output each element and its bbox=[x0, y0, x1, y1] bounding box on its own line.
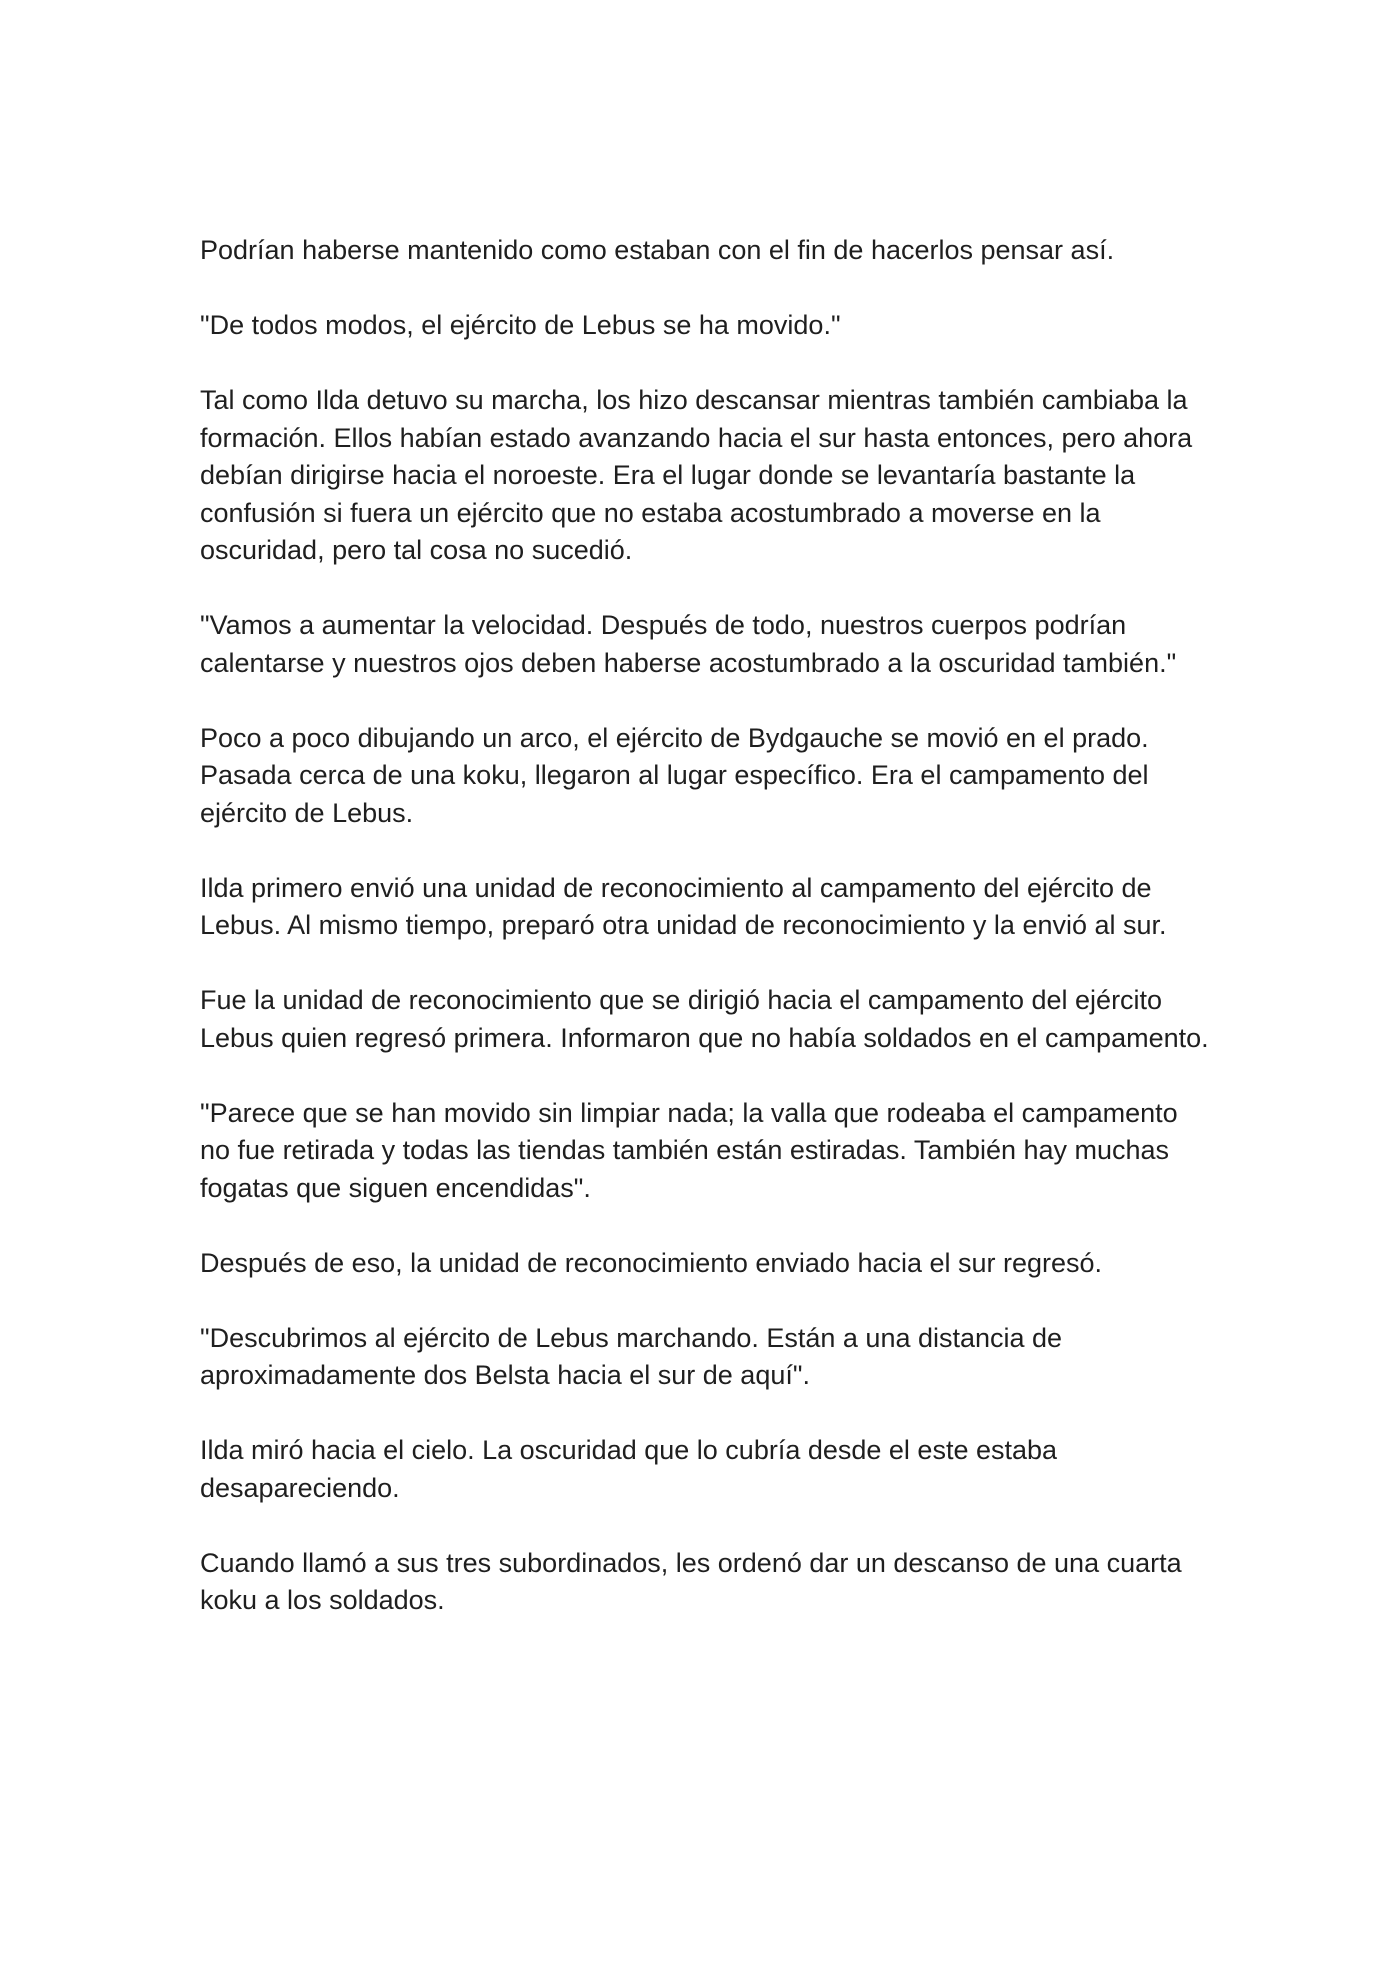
paragraph: Cuando llamó a sus tres subordinados, les ordenó dar un descanso de una cuarta koku a los soldados. bbox=[200, 1547, 1182, 1615]
paragraph: Fue la unidad de reconocimiento que se dirigió hacia el campamento del ejército Lebus quien regresó primera. Informaron que no había soldados en el campamento. bbox=[200, 985, 1209, 1053]
paragraph: Tal como Ilda detuvo su marcha, los hizo descansar mientras también cambiaba la formación. Ellos habían estado avanzando hacia el sur hasta entonces, pero ahora debían dirigirse hacia el noroeste. Era el lugar donde se levantaría bastante la confusión si fuera un ejército que no estaba acostumbrado a moverse en la oscuridad, pero tal cosa no sucedió. bbox=[200, 385, 1193, 565]
paragraph: Ilda miró hacia el cielo. La oscuridad que lo cubría desde el este estaba desapareciendo. bbox=[200, 1435, 1058, 1503]
paragraph: Podrían haberse mantenido como estaban con el fin de hacerlos pensar así. bbox=[200, 235, 1115, 265]
paragraph: Después de eso, la unidad de reconocimiento enviado hacia el sur regresó. bbox=[200, 1247, 1103, 1278]
paragraph: "De todos modos, el ejército de Lebus se ha movido." bbox=[200, 310, 841, 340]
paragraph: "Vamos a aumentar la velocidad. Después de todo, nuestros cuerpos podrían calentarse y nuestros ojos deben haberse acostumbrado a la oscuridad también." bbox=[200, 610, 1177, 678]
paragraph: Ilda primero envió una unidad de reconocimiento al campamento del ejército de Lebus. Al mismo tiempo, preparó otra unidad de reconocimiento y la envió al sur. bbox=[200, 872, 1167, 940]
paragraph: "Descubrimos al ejército de Lebus marchando. Están a una distancia de aproximadamente dos Belsta hacia el sur de aquí". bbox=[200, 1322, 1063, 1390]
paragraph: "Parece que se han movido sin limpiar nada; la valla que rodeaba el campamento no fue retirada y todas las tiendas también están estiradas. También hay muchas fogatas que siguen encendidas". bbox=[200, 1097, 1178, 1203]
document-body bbox=[200, 232, 1210, 1620]
paragraph: Poco a poco dibujando un arco, el ejército de Bydgauche se movió en el prado. Pasada cerca de una koku, llegaron al lugar específico. Era el campamento del ejército de Lebus. bbox=[200, 722, 1149, 828]
